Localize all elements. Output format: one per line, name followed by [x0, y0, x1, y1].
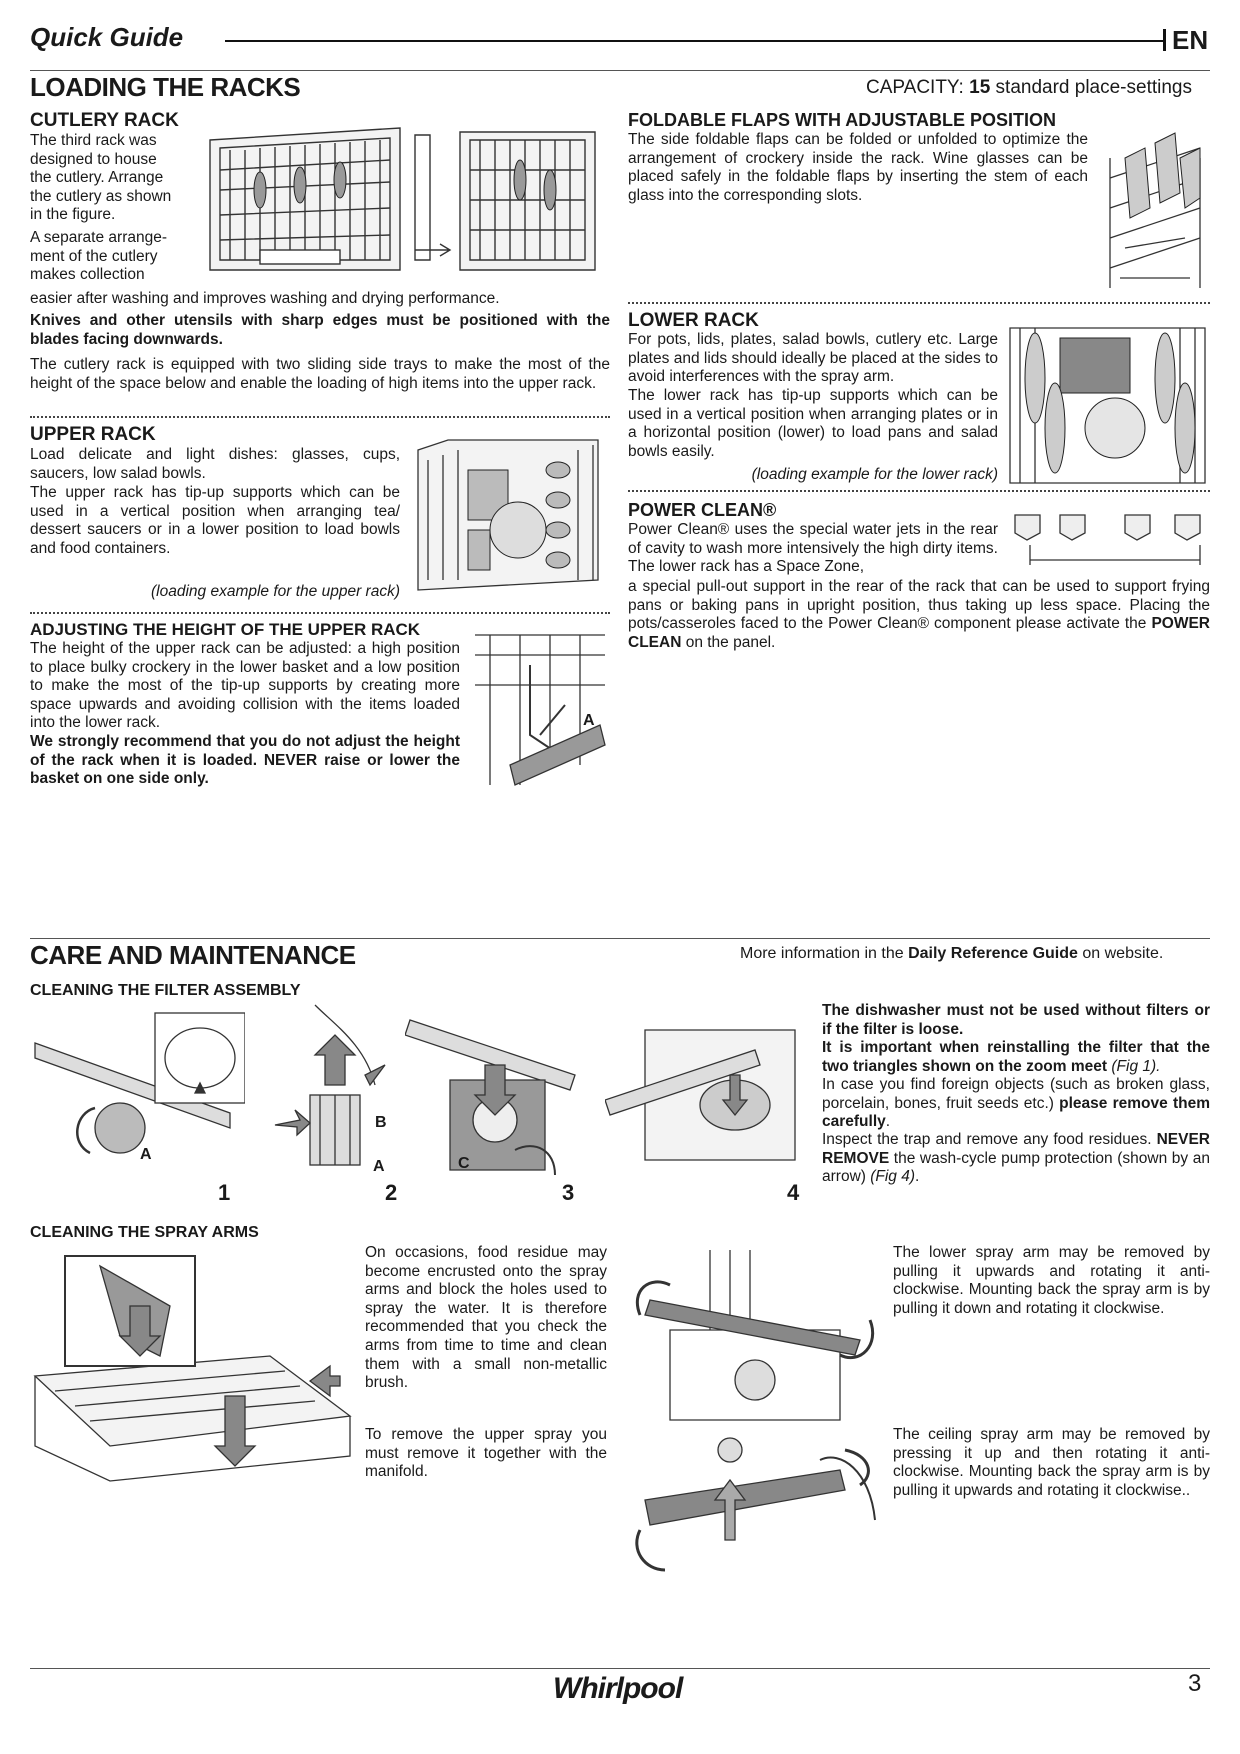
daily-reference-guide: Daily Reference Guide [908, 945, 1078, 962]
cutlery-warning: Knives and other utensils with sharp edges must be positioned with the blades facing downwards. [30, 312, 610, 348]
filter-figure-1 [30, 1003, 245, 1178]
filter-title: CLEANING THE FILTER ASSEMBLY [30, 982, 301, 999]
more-info-line [740, 945, 1163, 963]
care-title: CARE AND MAINTENANCE [30, 940, 356, 970]
power-clean-illustration [1010, 505, 1210, 570]
text-line: the cutlery. Arrange [30, 169, 164, 187]
header-tick [1163, 29, 1166, 51]
section-rule [30, 70, 1210, 71]
section-rule [30, 938, 1210, 939]
whirlpool-logo: Whirlpool [553, 1672, 683, 1705]
text-line: the cutlery as shown [30, 187, 172, 205]
text-line: in the figure. [30, 206, 116, 224]
flaps-illustration [1100, 118, 1210, 293]
language-code: EN [1172, 25, 1209, 55]
label-a: A [583, 712, 595, 729]
text-line: makes collection [30, 266, 145, 284]
power-clean-text-2 [628, 578, 1210, 652]
filter-figure-4 [605, 1010, 805, 1180]
figure-number-4: 4 [787, 1180, 800, 1205]
text-part: . [885, 1113, 891, 1131]
lower-rack-illustration [1005, 318, 1210, 488]
rack-height-illustration [470, 625, 610, 795]
filter-reinstall-bold: It is important when reinstalling the filter that the two triangles shown on the zoom meet [822, 1039, 1210, 1075]
text-part: on the panel. [681, 633, 776, 651]
page-number: 3 [1188, 1670, 1202, 1697]
figure-number-2: 2 [385, 1180, 398, 1205]
text-line: The third rack was [30, 132, 157, 149]
power-clean-text-1: Power Clean® uses the special water jets in the rear of cavity to wash more intensively the high dirty items. The lower rack has a Space Zone, [628, 521, 998, 576]
divider [628, 302, 1210, 304]
adjusting-warning: We strongly recommend that you do not adjust the height of the rack when it is loaded. NEVER raise or lower the basket on one side only. [30, 733, 460, 788]
filter-foreign-objects [822, 1076, 1210, 1132]
ceiling-spray-arm-text: The ceiling spray arm may be removed by pressing it up and then rotating it anti-clockwise. Mounting back the spray arm is by pulling it upwards and rotating it clockwise.. [893, 1426, 1210, 1499]
figure-number-1: 1 [218, 1180, 231, 1205]
capacity-line [866, 77, 1192, 99]
capacity-value: 15 [969, 77, 991, 98]
never-remove: NEVER REMOVE [822, 1131, 1210, 1167]
label-b: B [375, 1114, 387, 1131]
upper-rack-text-1: Load delicate and light dishes: glasses, cups, saucers, low salad bowls. [30, 446, 400, 482]
filter-trap [822, 1131, 1210, 1187]
upper-rack-caption: (loading example for the upper rack) [151, 583, 400, 600]
spray-arms-text-2: To remove the upper spray you must remove it together with the manifold. [365, 1426, 607, 1481]
text-part: the wash-cycle pump protection (shown by an arrow) [822, 1149, 1210, 1186]
capacity-suffix: standard place-settings [990, 77, 1192, 98]
text-part: In case you find foreign objects (such as broken glass, porcelain, bones, fruit seeds etc.) [822, 1076, 1210, 1112]
label-a: A [140, 1146, 152, 1163]
power-clean-title: POWER CLEAN® [628, 500, 777, 520]
filter-figure-2 [255, 995, 405, 1185]
fig-ref: (Fig 1). [1107, 1057, 1161, 1075]
label-a: A [373, 1158, 385, 1175]
upper-rack-text-2: The upper rack has tip-up supports which can be used in a vertical position when arranging tea/ dessert saucers or in a lower position to load bowls and food containers. [30, 484, 400, 557]
divider [628, 490, 1210, 492]
loading-racks-title: LOADING THE RACKS [30, 72, 301, 102]
cutlery-text-line-tail: easier after washing and improves washing and drying performance. [30, 290, 500, 307]
guide-title: Quick Guide [30, 22, 184, 52]
lower-rack-caption: (loading example for the lower rack) [751, 466, 998, 483]
filter-figure-3 [405, 1000, 580, 1185]
filter-warning: The dishwasher must not be used without filters or if the filter is loose. [822, 1002, 1210, 1038]
upper-rack-title: UPPER RACK [30, 424, 156, 445]
capacity-prefix: CAPACITY: [866, 77, 970, 98]
flaps-title: FOLDABLE FLAPS WITH ADJUSTABLE POSITION [628, 110, 1056, 130]
text-line: A separate arrange- [30, 228, 168, 246]
lower-spray-arm-text: The lower spray arm may be removed by pulling it upwards and rotating it anti-clockwise. Mounting back the spray arm is by pulling it down and rotating it clockwise. [893, 1244, 1210, 1317]
text-line: ment of the cutlery [30, 247, 158, 265]
text-part: on website. [1077, 945, 1164, 962]
spray-arms-text-1: On occasions, food residue may become encrusted onto the spray arms and block the holes used to spray the water. It is therefore recommended that you check the arms from time to time and clean them with a small non-metallic brush. [365, 1244, 607, 1392]
spray-arms-title: CLEANING THE SPRAY ARMS [30, 1224, 259, 1241]
text-part: Inspect the trap and remove any food residues. [822, 1131, 1157, 1148]
adjusting-text: The height of the upper rack can be adjusted: a high position to place bulky crockery in the lower basket and a low position to make the most of the tip-up supports by creating more space upwards and avoiding collision with the items loaded into the lower rack. [30, 640, 460, 732]
lower-rack-text-1: For pots, lids, plates, salad bowls, cutlery etc. Large plates and lids should ideally be placed at the sides to avoid interferences with the spray arm. [628, 331, 998, 386]
lower-rack-text-2: The lower rack has tip-up supports which can be used in a vertical position when arranging plates or in a horizontal position (lower) to load pans and salad bowls easily. [628, 387, 998, 460]
spray-arm-rack-illustration [30, 1246, 360, 1486]
figure-number-3: 3 [562, 1180, 575, 1205]
filter-reinstall [822, 1039, 1210, 1076]
remove-carefully: please remove them carefully [822, 1094, 1211, 1131]
cutlery-rack-illustration [200, 120, 608, 280]
divider [30, 416, 610, 418]
text-part: . [915, 1168, 920, 1186]
lower-spray-arm-illustration [630, 1240, 880, 1430]
ceiling-spray-arm-illustration [630, 1430, 880, 1580]
fig-ref: (Fig 4) [865, 1168, 916, 1186]
cutlery-rack-title: CUTLERY RACK [30, 110, 179, 131]
header-rule [225, 40, 1165, 42]
flaps-text: The side foldable flaps can be folded or unfolded to optimize the arrangement of crockery inside the rack. Wine glasses can be placed safely in the foldable flaps by inserting the stem of each glass into the corresponding slots. [628, 131, 1088, 204]
lower-rack-title: LOWER RACK [628, 310, 759, 331]
text-part: a special pull-out support in the rear of the rack that can be used to support frying pans or baking pans in upright position, thus taking up less space. Placing the pots/casseroles faced to the Power Clean® component please activate the [628, 578, 1210, 633]
label-c: C [458, 1155, 470, 1172]
text-part: More information in the [740, 945, 909, 962]
cutlery-text-2: The cutlery rack is equipped with two sliding side trays to make the most of the height of the space below and enable the loading of high items into the upper rack. [30, 356, 610, 392]
text-line: designed to house [30, 150, 157, 168]
upper-rack-illustration [408, 430, 608, 600]
divider [30, 612, 610, 614]
footer-rule [30, 1668, 1210, 1669]
adjusting-title: ADJUSTING THE HEIGHT OF THE UPPER RACK [30, 620, 421, 639]
cutlery-text-1 [30, 132, 190, 285]
power-clean-bold: POWER CLEAN [628, 615, 1210, 651]
